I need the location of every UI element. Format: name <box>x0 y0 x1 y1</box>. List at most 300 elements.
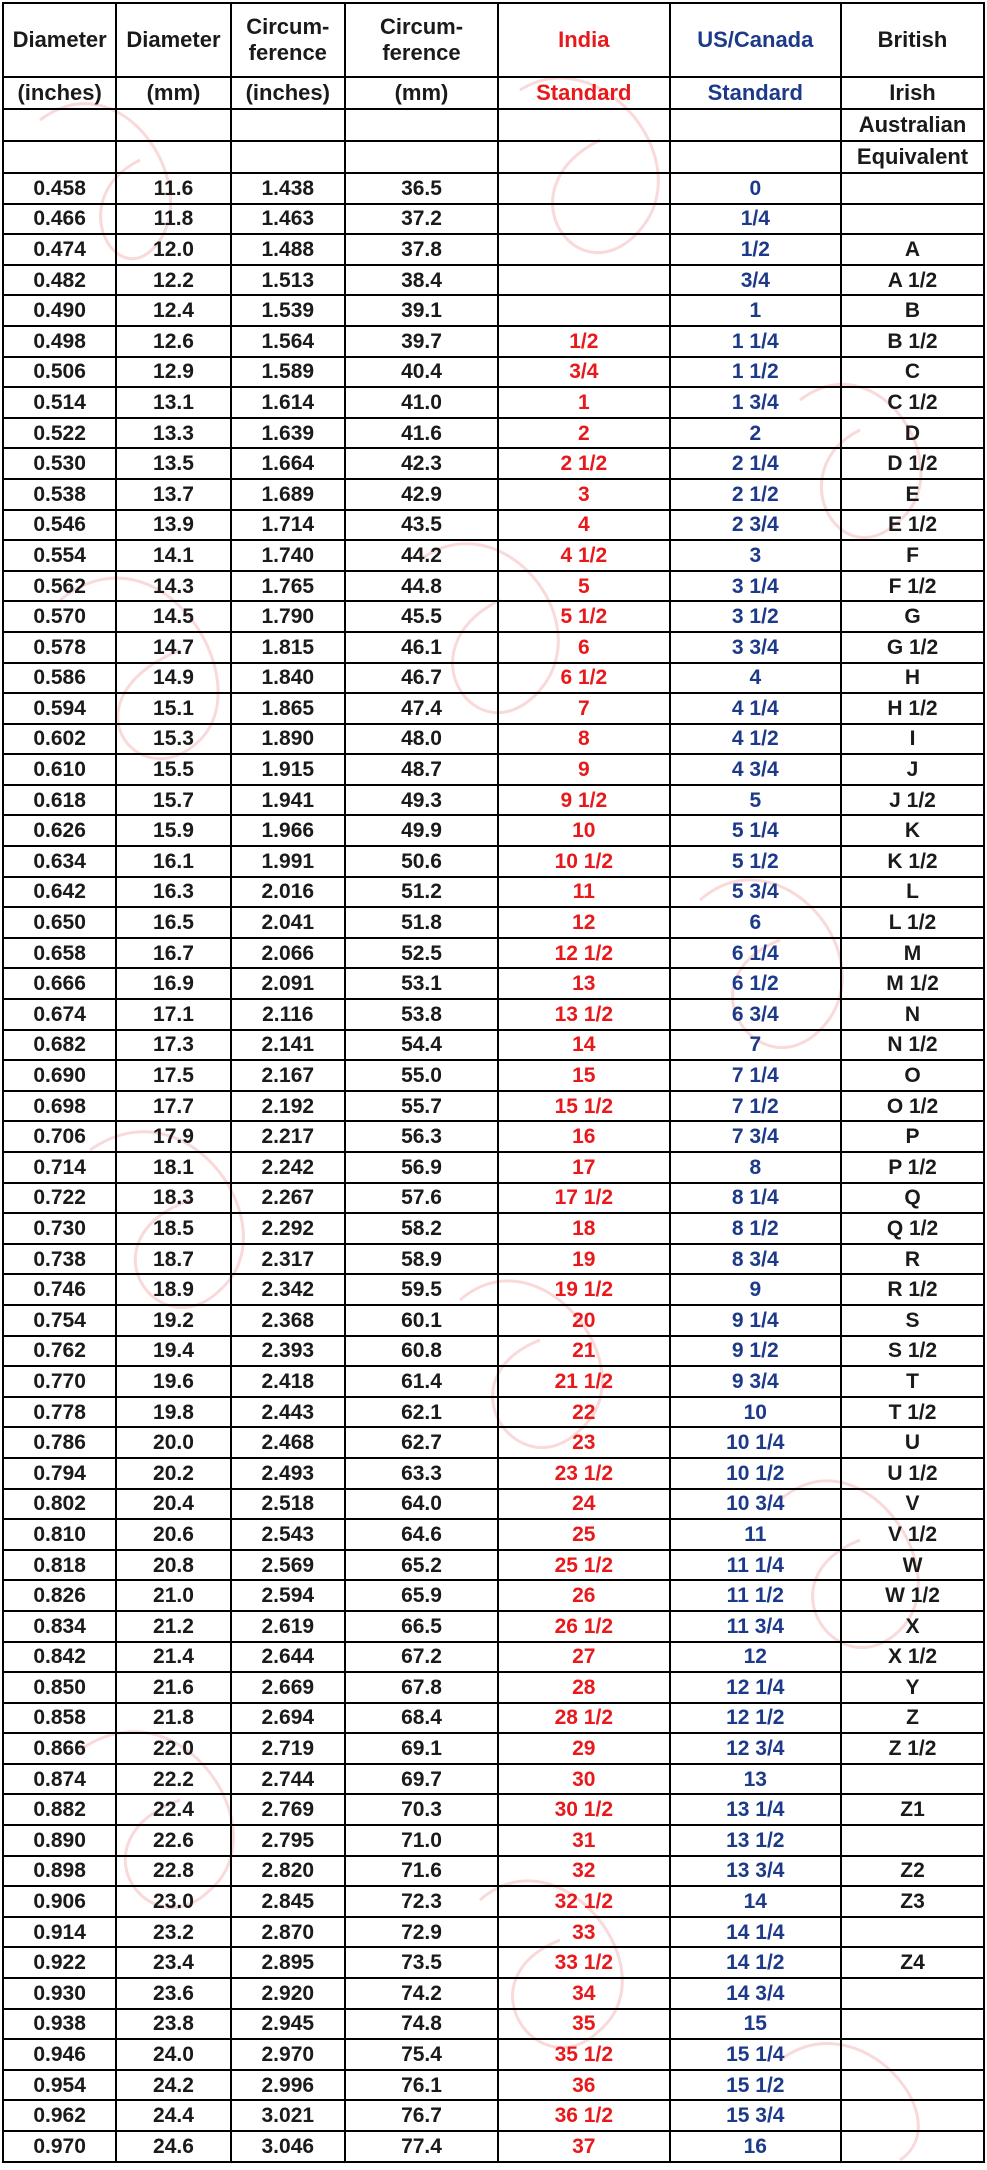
table-row <box>3 540 984 571</box>
circumference-in-cell: 2.368 <box>231 1305 345 1336</box>
circumference-mm-cell: 51.2 <box>345 877 498 908</box>
british-size-cell: G 1/2 <box>841 632 984 663</box>
circumference-mm-cell: 44.2 <box>345 540 498 571</box>
circumference-in-cell: 2.342 <box>231 1274 345 1305</box>
india-size-cell: 24 <box>498 1489 669 1520</box>
british-size-cell: E <box>841 479 984 510</box>
circumference-in-cell: 2.820 <box>231 1856 345 1887</box>
circumference-in-cell: 2.569 <box>231 1550 345 1581</box>
us-size-cell: 7 3/4 <box>670 1121 841 1152</box>
table-row <box>3 2039 984 2070</box>
header-row-equivalent <box>3 141 984 173</box>
table-row <box>3 1764 984 1795</box>
india-size-cell: 21 1/2 <box>498 1366 669 1397</box>
diameter-in-cell: 0.826 <box>3 1580 116 1611</box>
diameter-mm-cell: 13.7 <box>116 479 230 510</box>
circumference-in-cell: 1.589 <box>231 357 345 388</box>
circumference-in-cell: 2.393 <box>231 1336 345 1367</box>
us-size-cell: 14 <box>670 1886 841 1917</box>
table-row <box>3 815 984 846</box>
diameter-in-cell: 0.714 <box>3 1152 116 1183</box>
india-size-cell: 9 <box>498 754 669 785</box>
diameter-in-cell: 0.466 <box>3 204 116 235</box>
us-size-cell: 2 3/4 <box>670 510 841 541</box>
diameter-mm-cell: 21.6 <box>116 1672 230 1703</box>
ring-size-table <box>2 2 985 2163</box>
diameter-mm-cell: 17.9 <box>116 1121 230 1152</box>
us-size-cell: 15 1/4 <box>670 2039 841 2070</box>
table-row <box>3 479 984 510</box>
diameter-in-cell: 0.850 <box>3 1672 116 1703</box>
header-circumference-mm: Circum- ference <box>345 3 498 77</box>
circumference-mm-cell: 54.4 <box>345 1030 498 1061</box>
us-size-cell: 8 1/2 <box>670 1213 841 1244</box>
british-size-cell: S <box>841 1305 984 1336</box>
india-size-cell: 12 1/2 <box>498 938 669 969</box>
diameter-mm-cell: 16.7 <box>116 938 230 969</box>
table-row <box>3 601 984 632</box>
table-row <box>3 1213 984 1244</box>
circumference-in-cell: 2.016 <box>231 877 345 908</box>
british-size-cell: Q 1/2 <box>841 1213 984 1244</box>
diameter-in-cell: 0.946 <box>3 2039 116 2070</box>
diameter-in-cell: 0.698 <box>3 1091 116 1122</box>
diameter-mm-cell: 21.0 <box>116 1580 230 1611</box>
british-size-cell: A <box>841 234 984 265</box>
circumference-mm-cell: 64.0 <box>345 1489 498 1520</box>
diameter-in-cell: 0.682 <box>3 1030 116 1061</box>
british-size-cell: Z1 <box>841 1794 984 1825</box>
circumference-in-cell: 2.518 <box>231 1489 345 1520</box>
header-diameter-in: Diameter <box>3 3 116 77</box>
table-row <box>3 234 984 265</box>
table-row <box>3 1917 984 1948</box>
us-size-cell: 14 3/4 <box>670 1978 841 2009</box>
india-size-cell: 17 1/2 <box>498 1183 669 1214</box>
british-size-cell <box>841 1764 984 1795</box>
table-row <box>3 2100 984 2131</box>
circumference-mm-cell: 76.1 <box>345 2070 498 2101</box>
india-size-cell: 35 <box>498 2009 669 2040</box>
circumference-mm-cell: 43.5 <box>345 510 498 541</box>
india-size-cell <box>498 204 669 235</box>
circumference-mm-cell: 59.5 <box>345 1274 498 1305</box>
diameter-mm-cell: 18.1 <box>116 1152 230 1183</box>
diameter-mm-cell: 17.3 <box>116 1030 230 1061</box>
diameter-mm-cell: 20.4 <box>116 1489 230 1520</box>
us-size-cell: 11 1/4 <box>670 1550 841 1581</box>
us-size-cell: 7 1/2 <box>670 1091 841 1122</box>
diameter-in-cell: 0.954 <box>3 2070 116 2101</box>
header-circumference-in: Circum- ference <box>231 3 345 77</box>
us-size-cell: 1/4 <box>670 204 841 235</box>
circumference-in-cell: 2.292 <box>231 1213 345 1244</box>
table-row <box>3 999 984 1030</box>
circumference-mm-cell: 45.5 <box>345 601 498 632</box>
table-row <box>3 1580 984 1611</box>
british-size-cell: X 1/2 <box>841 1642 984 1673</box>
circumference-in-cell: 1.639 <box>231 418 345 449</box>
british-size-cell: Z 1/2 <box>841 1733 984 1764</box>
india-size-cell: 27 <box>498 1642 669 1673</box>
diameter-in-cell: 0.658 <box>3 938 116 969</box>
circumference-in-cell: 1.714 <box>231 510 345 541</box>
british-size-cell <box>841 2131 984 2162</box>
circumference-mm-cell: 53.1 <box>345 968 498 999</box>
diameter-in-cell: 0.730 <box>3 1213 116 1244</box>
circumference-mm-cell: 60.1 <box>345 1305 498 1336</box>
india-size-cell: 1 <box>498 387 669 418</box>
british-size-cell: U 1/2 <box>841 1458 984 1489</box>
diameter-mm-cell: 14.1 <box>116 540 230 571</box>
unit-us-standard: Standard <box>670 77 841 109</box>
circumference-mm-cell: 75.4 <box>345 2039 498 2070</box>
diameter-mm-cell: 18.3 <box>116 1183 230 1214</box>
circumference-mm-cell: 61.4 <box>345 1366 498 1397</box>
diameter-mm-cell: 12.2 <box>116 265 230 296</box>
table-row <box>3 907 984 938</box>
us-size-cell: 10 1/2 <box>670 1458 841 1489</box>
diameter-in-cell: 0.482 <box>3 265 116 296</box>
circumference-in-cell: 1.438 <box>231 173 345 204</box>
table-row <box>3 1978 984 2009</box>
diameter-in-cell: 0.562 <box>3 571 116 602</box>
header-row-units <box>3 77 984 109</box>
table-row <box>3 448 984 479</box>
circumference-in-cell: 2.317 <box>231 1244 345 1275</box>
circumference-mm-cell: 67.8 <box>345 1672 498 1703</box>
table-row <box>3 1427 984 1458</box>
table-row <box>3 1030 984 1061</box>
india-size-cell: 18 <box>498 1213 669 1244</box>
circumference-mm-cell: 36.5 <box>345 173 498 204</box>
circumference-mm-cell: 55.0 <box>345 1060 498 1091</box>
circumference-mm-cell: 46.7 <box>345 663 498 694</box>
table-row <box>3 387 984 418</box>
diameter-mm-cell: 17.1 <box>116 999 230 1030</box>
india-size-cell: 32 <box>498 1856 669 1887</box>
india-size-cell: 4 <box>498 510 669 541</box>
diameter-mm-cell: 20.8 <box>116 1550 230 1581</box>
circumference-mm-cell: 37.8 <box>345 234 498 265</box>
circumference-mm-cell: 72.3 <box>345 1886 498 1917</box>
us-size-cell: 10 1/4 <box>670 1427 841 1458</box>
circumference-in-cell: 2.167 <box>231 1060 345 1091</box>
india-size-cell: 16 <box>498 1121 669 1152</box>
diameter-in-cell: 0.650 <box>3 907 116 938</box>
india-size-cell: 26 <box>498 1580 669 1611</box>
diameter-in-cell: 0.858 <box>3 1703 116 1734</box>
circumference-in-cell: 2.066 <box>231 938 345 969</box>
british-size-cell: R 1/2 <box>841 1274 984 1305</box>
table-row <box>3 1397 984 1428</box>
diameter-in-cell: 0.538 <box>3 479 116 510</box>
diameter-in-cell: 0.594 <box>3 693 116 724</box>
table-row <box>3 663 984 694</box>
circumference-mm-cell: 47.4 <box>345 693 498 724</box>
circumference-mm-cell: 69.7 <box>345 1764 498 1795</box>
unit-diameter-mm: (mm) <box>116 77 230 109</box>
diameter-in-cell: 0.666 <box>3 968 116 999</box>
table-row <box>3 632 984 663</box>
british-size-cell: I <box>841 724 984 755</box>
table-row <box>3 1305 984 1336</box>
us-size-cell: 12 1/2 <box>670 1703 841 1734</box>
india-size-cell: 15 <box>498 1060 669 1091</box>
british-size-cell: L 1/2 <box>841 907 984 938</box>
table-row <box>3 1642 984 1673</box>
circumference-mm-cell: 64.6 <box>345 1519 498 1550</box>
circumference-in-cell: 2.242 <box>231 1152 345 1183</box>
table-row <box>3 571 984 602</box>
diameter-mm-cell: 13.9 <box>116 510 230 541</box>
unit-irish: Irish <box>841 77 984 109</box>
british-size-cell: Z3 <box>841 1886 984 1917</box>
diameter-in-cell: 0.514 <box>3 387 116 418</box>
diameter-in-cell: 0.834 <box>3 1611 116 1642</box>
circumference-in-cell: 1.890 <box>231 724 345 755</box>
circumference-mm-cell: 67.2 <box>345 1642 498 1673</box>
circumference-mm-cell: 40.4 <box>345 357 498 388</box>
circumference-mm-cell: 56.9 <box>345 1152 498 1183</box>
india-size-cell: 2 1/2 <box>498 448 669 479</box>
diameter-mm-cell: 14.3 <box>116 571 230 602</box>
circumference-in-cell: 2.468 <box>231 1427 345 1458</box>
circumference-in-cell: 2.920 <box>231 1978 345 2009</box>
diameter-mm-cell: 12.0 <box>116 234 230 265</box>
us-size-cell: 1 1/2 <box>670 357 841 388</box>
unit-circumference-in: (inches) <box>231 77 345 109</box>
circumference-in-cell: 3.021 <box>231 2100 345 2131</box>
india-size-cell: 5 1/2 <box>498 601 669 632</box>
circumference-in-cell: 2.443 <box>231 1397 345 1428</box>
india-size-cell: 31 <box>498 1825 669 1856</box>
us-size-cell: 13 3/4 <box>670 1856 841 1887</box>
india-size-cell: 5 <box>498 571 669 602</box>
india-size-cell: 37 <box>498 2131 669 2162</box>
table-row <box>3 693 984 724</box>
diameter-in-cell: 0.578 <box>3 632 116 663</box>
india-size-cell: 30 <box>498 1764 669 1795</box>
diameter-in-cell: 0.626 <box>3 815 116 846</box>
british-size-cell: A 1/2 <box>841 265 984 296</box>
us-size-cell: 9 1/2 <box>670 1336 841 1367</box>
us-size-cell: 15 3/4 <box>670 2100 841 2131</box>
diameter-in-cell: 0.634 <box>3 846 116 877</box>
header-us-canada: US/Canada <box>670 3 841 77</box>
circumference-in-cell: 2.418 <box>231 1366 345 1397</box>
india-size-cell: 12 <box>498 907 669 938</box>
us-size-cell: 5 1/4 <box>670 815 841 846</box>
diameter-mm-cell: 12.6 <box>116 326 230 357</box>
diameter-in-cell: 0.746 <box>3 1274 116 1305</box>
us-size-cell: 9 <box>670 1274 841 1305</box>
us-size-cell: 13 1/2 <box>670 1825 841 1856</box>
circumference-in-cell: 2.217 <box>231 1121 345 1152</box>
diameter-mm-cell: 24.0 <box>116 2039 230 2070</box>
circumference-mm-cell: 66.5 <box>345 1611 498 1642</box>
circumference-mm-cell: 51.8 <box>345 907 498 938</box>
table-row <box>3 1947 984 1978</box>
us-size-cell: 6 1/4 <box>670 938 841 969</box>
diameter-in-cell: 0.922 <box>3 1947 116 1978</box>
table-row <box>3 418 984 449</box>
india-size-cell: 33 1/2 <box>498 1947 669 1978</box>
circumference-mm-cell: 60.8 <box>345 1336 498 1367</box>
us-size-cell: 11 1/2 <box>670 1580 841 1611</box>
us-size-cell: 10 3/4 <box>670 1489 841 1520</box>
us-size-cell: 12 1/4 <box>670 1672 841 1703</box>
circumference-in-cell: 1.790 <box>231 601 345 632</box>
india-size-cell <box>498 173 669 204</box>
india-size-cell: 2 <box>498 418 669 449</box>
circumference-mm-cell: 42.9 <box>345 479 498 510</box>
ring-size-rows <box>3 173 984 2162</box>
circumference-in-cell: 2.845 <box>231 1886 345 1917</box>
india-size-cell: 28 1/2 <box>498 1703 669 1734</box>
diameter-in-cell: 0.770 <box>3 1366 116 1397</box>
india-size-cell: 9 1/2 <box>498 785 669 816</box>
diameter-mm-cell: 18.5 <box>116 1213 230 1244</box>
diameter-in-cell: 0.898 <box>3 1856 116 1887</box>
diameter-mm-cell: 23.0 <box>116 1886 230 1917</box>
british-size-cell: B 1/2 <box>841 326 984 357</box>
table-row <box>3 1274 984 1305</box>
circumference-in-cell: 1.865 <box>231 693 345 724</box>
circumference-mm-cell: 49.9 <box>345 815 498 846</box>
circumference-in-cell: 1.488 <box>231 234 345 265</box>
india-size-cell <box>498 265 669 296</box>
circumference-mm-cell: 37.2 <box>345 204 498 235</box>
us-size-cell: 5 1/2 <box>670 846 841 877</box>
diameter-in-cell: 0.930 <box>3 1978 116 2009</box>
table-row <box>3 1611 984 1642</box>
circumference-mm-cell: 68.4 <box>345 1703 498 1734</box>
table-row <box>3 1519 984 1550</box>
british-size-cell: M <box>841 938 984 969</box>
british-size-cell: X <box>841 1611 984 1642</box>
circumference-mm-cell: 56.3 <box>345 1121 498 1152</box>
diameter-in-cell: 0.914 <box>3 1917 116 1948</box>
table-row <box>3 754 984 785</box>
diameter-mm-cell: 20.0 <box>116 1427 230 1458</box>
india-size-cell: 8 <box>498 724 669 755</box>
us-size-cell: 9 1/4 <box>670 1305 841 1336</box>
diameter-in-cell: 0.610 <box>3 754 116 785</box>
india-size-cell: 26 1/2 <box>498 1611 669 1642</box>
diameter-mm-cell: 17.5 <box>116 1060 230 1091</box>
india-size-cell: 23 <box>498 1427 669 1458</box>
table-row <box>3 2131 984 2162</box>
diameter-mm-cell: 15.7 <box>116 785 230 816</box>
diameter-in-cell: 0.570 <box>3 601 116 632</box>
us-size-cell: 5 3/4 <box>670 877 841 908</box>
circumference-mm-cell: 73.5 <box>345 1947 498 1978</box>
diameter-mm-cell: 19.4 <box>116 1336 230 1367</box>
india-size-cell <box>498 234 669 265</box>
british-size-cell: F <box>841 540 984 571</box>
us-size-cell: 3 <box>670 540 841 571</box>
circumference-in-cell: 2.870 <box>231 1917 345 1948</box>
british-size-cell: Y <box>841 1672 984 1703</box>
circumference-in-cell: 1.664 <box>231 448 345 479</box>
circumference-mm-cell: 53.8 <box>345 999 498 1030</box>
table-row <box>3 1672 984 1703</box>
india-size-cell: 23 1/2 <box>498 1458 669 1489</box>
diameter-in-cell: 0.506 <box>3 357 116 388</box>
diameter-in-cell: 0.722 <box>3 1183 116 1214</box>
diameter-mm-cell: 14.9 <box>116 663 230 694</box>
british-size-cell <box>841 173 984 204</box>
us-size-cell: 10 <box>670 1397 841 1428</box>
diameter-in-cell: 0.938 <box>3 2009 116 2040</box>
india-size-cell: 32 1/2 <box>498 1886 669 1917</box>
diameter-mm-cell: 22.0 <box>116 1733 230 1764</box>
india-size-cell: 1/2 <box>498 326 669 357</box>
diameter-mm-cell: 22.4 <box>116 1794 230 1825</box>
circumference-in-cell: 1.840 <box>231 663 345 694</box>
circumference-in-cell: 1.915 <box>231 754 345 785</box>
british-size-cell: Z2 <box>841 1856 984 1887</box>
circumference-in-cell: 1.539 <box>231 295 345 326</box>
us-size-cell: 6 3/4 <box>670 999 841 1030</box>
diameter-in-cell: 0.706 <box>3 1121 116 1152</box>
british-size-cell <box>841 2100 984 2131</box>
circumference-mm-cell: 57.6 <box>345 1183 498 1214</box>
circumference-in-cell: 1.614 <box>231 387 345 418</box>
circumference-mm-cell: 55.7 <box>345 1091 498 1122</box>
us-size-cell: 1/2 <box>670 234 841 265</box>
diameter-mm-cell: 19.8 <box>116 1397 230 1428</box>
table-row <box>3 265 984 296</box>
diameter-in-cell: 0.786 <box>3 1427 116 1458</box>
circumference-mm-cell: 49.3 <box>345 785 498 816</box>
diameter-in-cell: 0.738 <box>3 1244 116 1275</box>
india-size-cell: 22 <box>498 1397 669 1428</box>
circumference-in-cell: 2.669 <box>231 1672 345 1703</box>
diameter-mm-cell: 16.9 <box>116 968 230 999</box>
table-row <box>3 1794 984 1825</box>
unit-diameter-in: (inches) <box>3 77 116 109</box>
diameter-mm-cell: 15.3 <box>116 724 230 755</box>
india-size-cell: 19 <box>498 1244 669 1275</box>
circumference-mm-cell: 72.9 <box>345 1917 498 1948</box>
diameter-mm-cell: 19.2 <box>116 1305 230 1336</box>
circumference-in-cell: 2.091 <box>231 968 345 999</box>
diameter-mm-cell: 16.5 <box>116 907 230 938</box>
us-size-cell: 8 <box>670 1152 841 1183</box>
circumference-in-cell: 2.041 <box>231 907 345 938</box>
british-size-cell: C 1/2 <box>841 387 984 418</box>
us-size-cell: 16 <box>670 2131 841 2162</box>
diameter-mm-cell: 23.4 <box>116 1947 230 1978</box>
us-size-cell: 6 1/2 <box>670 968 841 999</box>
diameter-in-cell: 0.546 <box>3 510 116 541</box>
india-size-cell: 36 <box>498 2070 669 2101</box>
diameter-in-cell: 0.818 <box>3 1550 116 1581</box>
table-row <box>3 1244 984 1275</box>
circumference-mm-cell: 41.6 <box>345 418 498 449</box>
diameter-in-cell: 0.498 <box>3 326 116 357</box>
table-row <box>3 1336 984 1367</box>
india-size-cell: 6 1/2 <box>498 663 669 694</box>
unit-india-standard: Standard <box>498 77 669 109</box>
diameter-mm-cell: 14.7 <box>116 632 230 663</box>
table-row <box>3 1152 984 1183</box>
us-size-cell: 2 1/2 <box>670 479 841 510</box>
table-row <box>3 357 984 388</box>
india-size-cell: 3/4 <box>498 357 669 388</box>
